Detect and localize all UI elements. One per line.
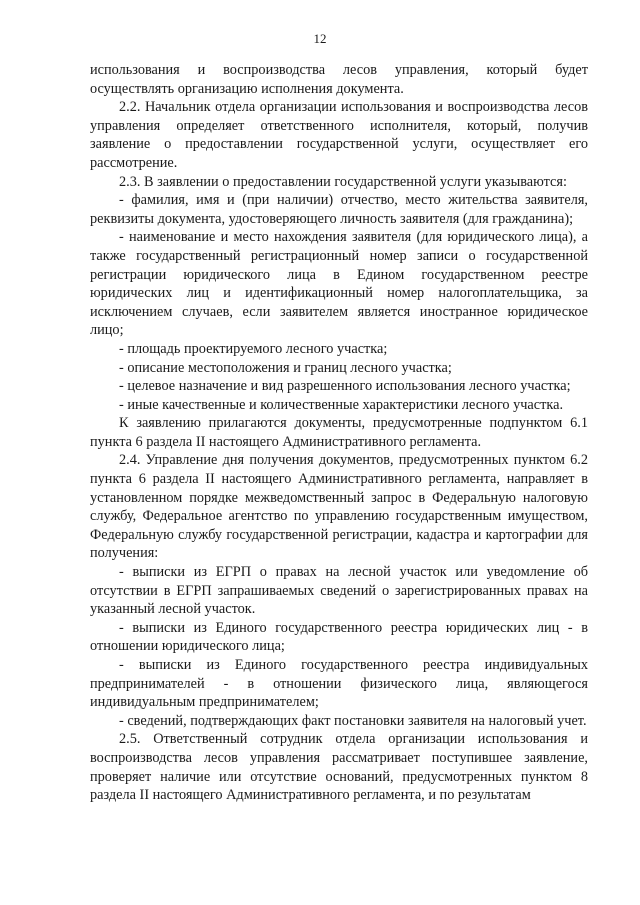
list-item-tax-registration: - сведений, подтверждающих факт постановки заявителя на налоговый учет. bbox=[119, 712, 587, 729]
list-item-purpose: - целевое назначение и вид разрешенного использования лесного участка; bbox=[119, 378, 571, 395]
page-number: 12 bbox=[313, 31, 327, 46]
list-item-egrp: - выписки из ЕГРП о правах на лесной участок или уведомление об отсутствии в ЕГРП запрашиваемых сведений о зарегистрированных правах на указанный лесной участок. bbox=[90, 564, 588, 618]
paragraph-2-4: 2.4. Управление дня получения документов, предусмотренных пунктом 6.2 пункта 6 раздела II настоящего Административного регламента, направляет в установленном порядке межведомственный запрос в Федеральную налоговую службу, Федеральное агентство по управлению государственным имуществом, Федеральную службу государственной регистрации, кадастра и картографии для получения: bbox=[90, 452, 588, 562]
list-item-area: - площадь проектируемого лесного участка; bbox=[119, 340, 388, 357]
document-body bbox=[90, 61, 588, 805]
paragraph-2-2: 2.2. Начальник отдела организации использования и воспроизводства лесов управления определяет ответственного исполнителя, который, получив заявление о предоставлении государственной услуги, осуществляет его рассмотрение. bbox=[90, 99, 588, 171]
paragraph-continuation: использования и воспроизводства лесов управления, который будет осуществлять организацию исполнения документа. bbox=[90, 62, 588, 97]
list-item-characteristics: - иные качественные и количественные характеристики лесного участка. bbox=[119, 396, 564, 413]
list-item-egrip: - выписки из Единого государственного реестра индивидуальных предпринимателей - в отношении физического лица, являющегося индивидуальным предпринимателем; bbox=[90, 657, 588, 711]
paragraph-2-5: 2.5. Ответственный сотрудник отдела организации использования и воспроизводства лесов управления рассматривает поступившее заявление, проверяет наличие или отсутствие оснований, предусмотренных пунктом 8 раздела II настоящего Административного регламента, и по результатам bbox=[90, 731, 588, 804]
paragraph-2-3: 2.3. В заявлении о предоставлении государственной услуги указываются: bbox=[119, 173, 567, 190]
list-item-legal-entity: - наименование и место нахождения заявителя (для юридического лица), а также государственный регистрационный номер записи о государственной регистрации юридического лица в Едином государственном реестре юридических лиц и идентификационный номер налогоплательщика, за исключением случаев, если заявителем является иностранное юридическое лицо; bbox=[90, 229, 588, 339]
list-item-fio: - фамилия, имя и (при наличии) отчество, место жительства заявителя, реквизиты документа, удостоверяющего личность заявителя (для гражданина); bbox=[90, 192, 588, 227]
paragraph-attachments: К заявлению прилагаются документы, предусмотренные подпунктом 6.1 пункта 6 раздела II настоящего Административного регламента. bbox=[90, 415, 588, 450]
list-item-egrul: - выписки из Единого государственного реестра юридических лиц - в отношении юридического лица; bbox=[90, 619, 588, 655]
list-item-location: - описание местоположения и границ лесного участка; bbox=[119, 359, 452, 376]
